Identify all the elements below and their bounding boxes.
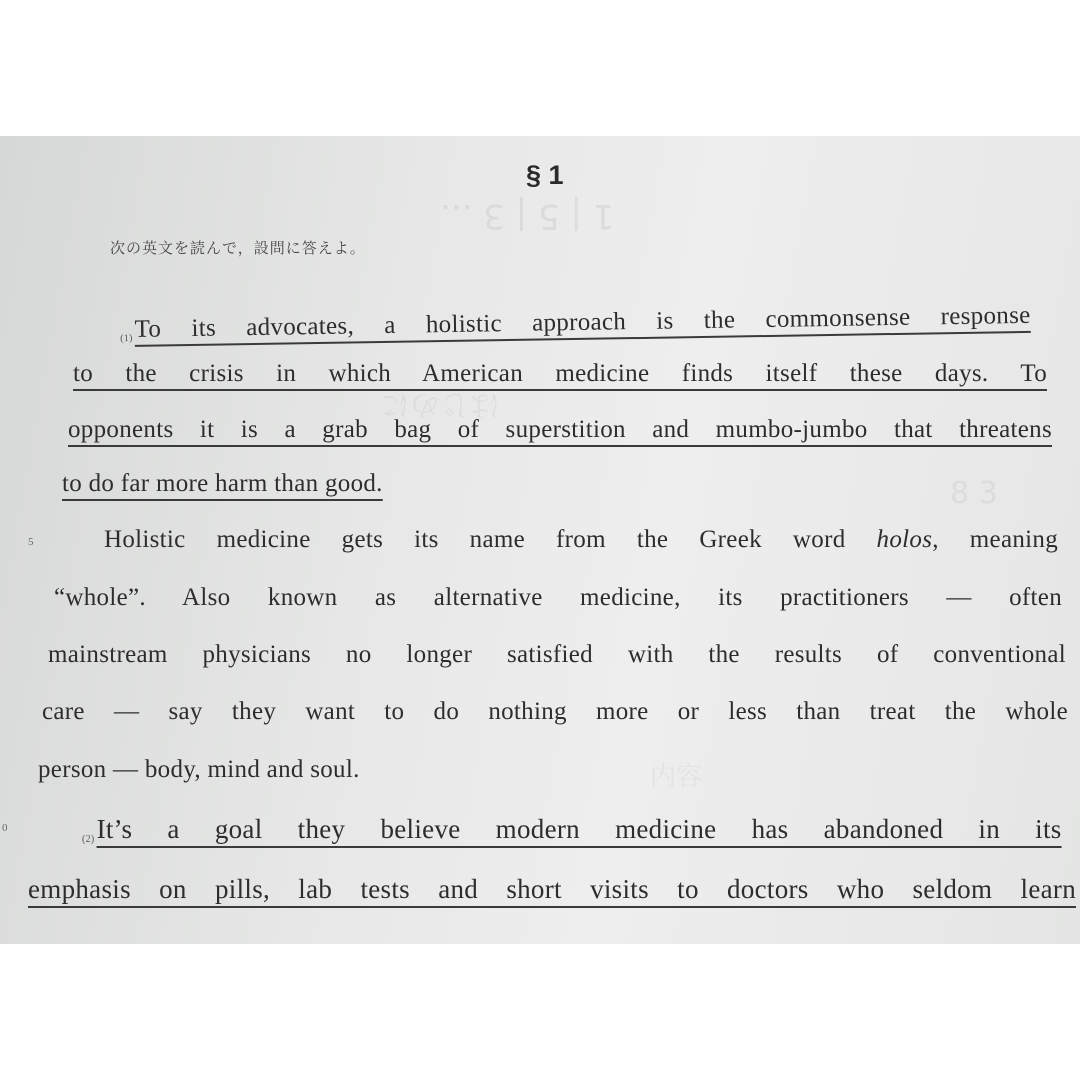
italic-word: holos <box>876 526 933 553</box>
line-number-10: 0 <box>2 822 8 834</box>
underlined-text-11: emphasis on pills, lab tests and short visits to doctors who seldom learn <box>28 874 1076 904</box>
bleed-through-text: 内容 <box>650 762 703 792</box>
underlined-text-4: to do far more harm than good. <box>62 470 383 497</box>
reference-marker-1: (1) <box>120 332 133 345</box>
text-segment: Holistic medicine gets its name from the Greek word <box>104 526 877 553</box>
text-line-7: mainstream physicians no longer satisfied with the results of conventional <box>48 641 1066 668</box>
text-line-9: person — body, mind and soul. <box>38 756 360 783</box>
passage-line-11 <box>28 874 1076 905</box>
passage-line-5 <box>104 526 1058 554</box>
passage-line-9 <box>38 756 360 784</box>
paragraph-2-first-line <box>104 526 1058 554</box>
section-heading: § 1 <box>526 160 564 190</box>
bleed-through-text: 8 3 <box>950 476 998 511</box>
reference-marker-2: (2) <box>82 834 95 845</box>
passage-line-4 <box>62 470 383 498</box>
document-photo <box>0 136 1080 944</box>
bleed-through-text: 1 | 5 | 3 ... <box>440 196 615 236</box>
underlined-text-10: It’s a goal they believe modern medicine has abandoned in its <box>96 814 1062 844</box>
line-number-5: 5 <box>28 536 34 548</box>
underlined-text-3: opponents it is a grab bag of superstition and mumbo-jumbo that threatens <box>68 416 1052 443</box>
passage-line-6 <box>54 584 1062 612</box>
underlined-text-2: to the crisis in which American medicine finds itself these days. To <box>73 360 1047 387</box>
underlined-text-1: To its advocates, a holistic approach is the commonsense response <box>134 301 1031 343</box>
passage-line-3 <box>68 416 1052 444</box>
passage-line-8 <box>42 698 1068 726</box>
text-segment: , meaning <box>932 526 1058 553</box>
passage-line-2 <box>73 360 1047 388</box>
text-line-8: care — say they want to do nothing more or less than treat the whole <box>42 698 1068 725</box>
text-line-6: “whole”. Also known as alternative medicine, its practitioners — often <box>54 584 1062 611</box>
passage-line-7 <box>48 641 1066 669</box>
passage-line-1 <box>120 302 1031 344</box>
instruction-text: 次の英文を読んで，設問に答えよ。 <box>110 239 366 257</box>
passage-line-10 <box>82 814 1062 845</box>
bleed-through-text: はじめに <box>380 387 500 422</box>
